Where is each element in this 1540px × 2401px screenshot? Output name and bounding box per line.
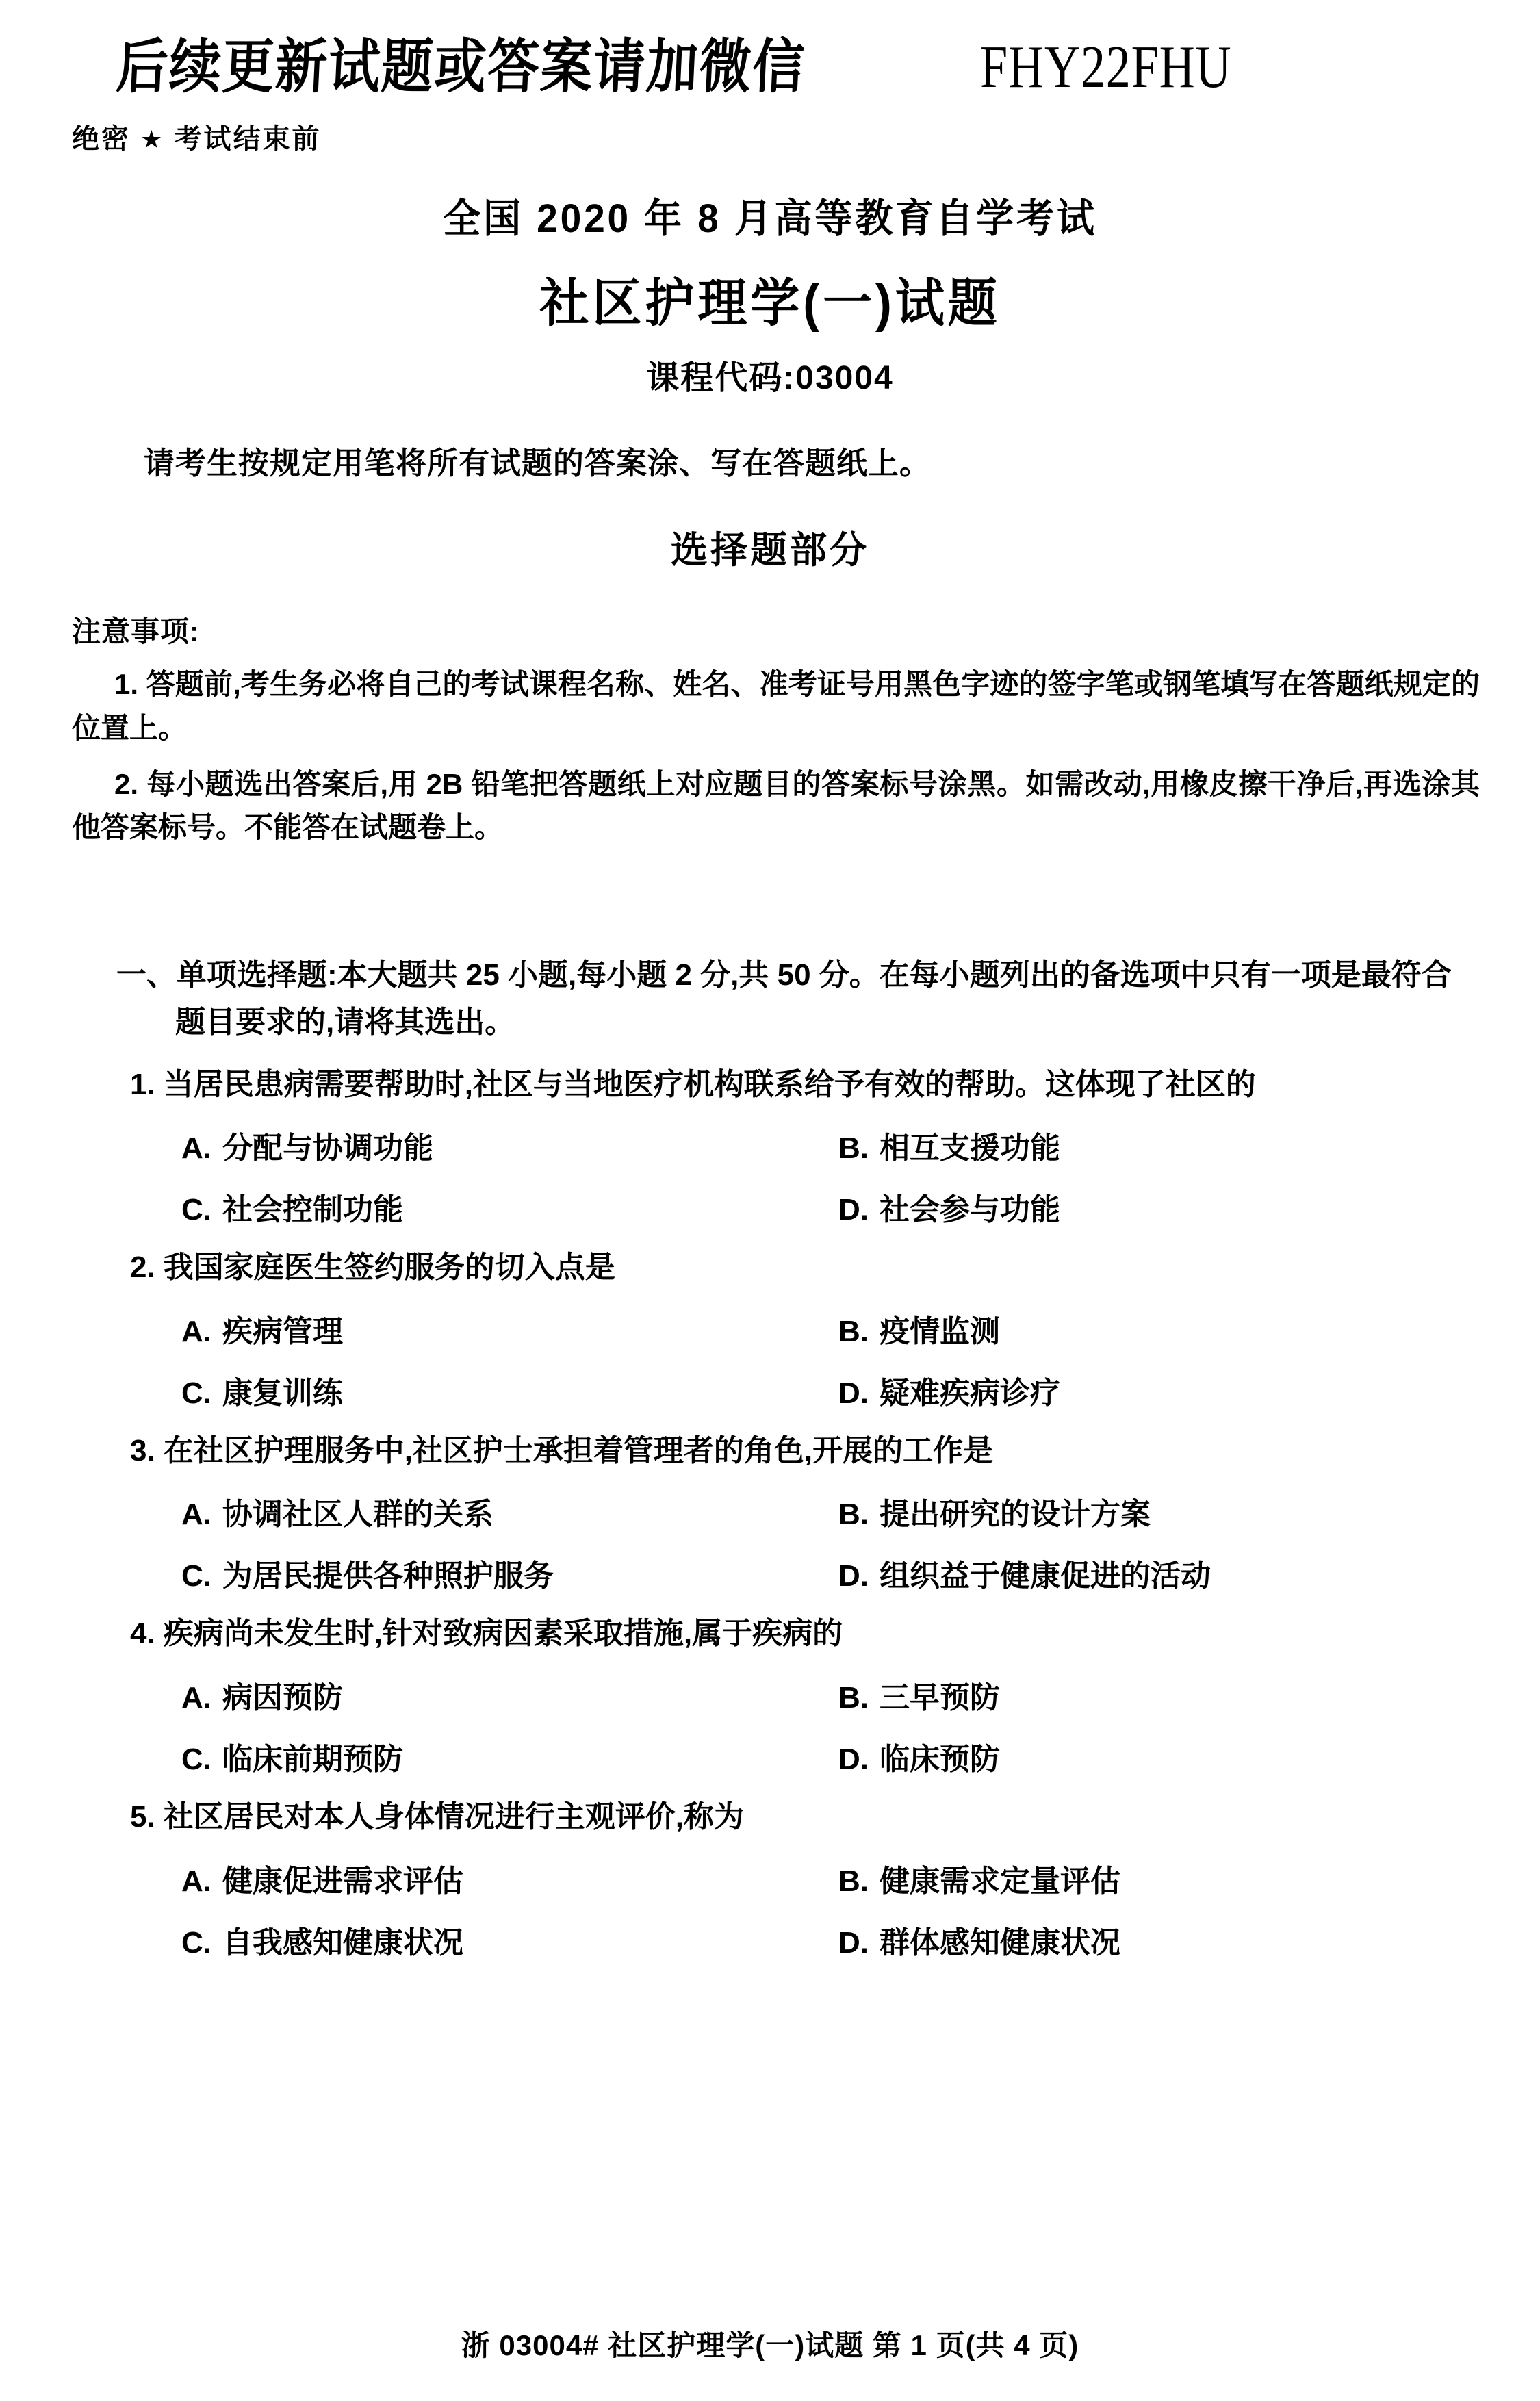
question-4 [48,1613,1492,1778]
option-d[interactable] [838,1551,1211,1595]
option-key: A. [181,1864,211,1898]
star-icon: ★ [140,125,165,153]
option-row-cd [48,1185,1492,1229]
page-footer: 浙 03004# 社区护理学(一)试题 第 1 页(共 4 页) [461,2329,1079,2361]
option-key: C. [181,1559,211,1593]
course-code: 课程代码:03004 [646,360,894,396]
question-number: 3. [130,1433,155,1467]
option-text: 组织益于健康促进的活动 [880,1559,1211,1593]
part-heading-multiple-choice: 选择题部分 [671,530,869,571]
option-text: 健康需求定量评估 [880,1864,1120,1898]
answer-sheet-instruction: 请考生按规定用笔将所有试题的答案涂、写在答题纸上。 [144,446,932,480]
option-key: D. [838,1743,869,1777]
secrecy-notice [72,117,1492,156]
question-number: 2. [130,1250,155,1285]
notes-title: 注意事项: [72,615,200,647]
question-stem [130,1796,1492,1838]
option-b[interactable] [838,1856,1120,1900]
option-d[interactable] [838,1734,1000,1778]
option-row-cd [48,1734,1492,1778]
option-key: A. [181,1681,211,1715]
option-row-cd [48,1918,1492,1962]
option-key: D. [838,1193,869,1227]
option-key: C. [181,1925,211,1960]
option-key: B. [838,1131,869,1166]
option-text: 健康促进需求评估 [222,1864,463,1898]
option-row-ab [48,1123,1492,1167]
option-key: B. [838,1314,869,1348]
option-text: 社会参与功能 [880,1193,1060,1227]
note-item-1: 1. 答题前,考生务必将自己的考试课程名称、姓名、准考证号用黑色字迹的签字笔或钢笔填写在答题纸规定的位置上。 [72,668,1480,744]
option-text: 协调社区人群的关系 [222,1498,493,1532]
question-2 [48,1246,1492,1412]
option-row-cd [48,1551,1492,1595]
section-heading-single-choice: 一、单项选择题:本大题共 25 小题,每小题 2 分,共 50 分。在每小题列出的备选项中只有一项是最符合题目要求的,请将其选出。 [116,958,1452,1039]
option-d[interactable] [838,1918,1120,1962]
question-text: 我国家庭医生签约服务的切入点是 [163,1250,615,1285]
option-text: 社会控制功能 [222,1193,403,1227]
option-text: 临床前期预防 [222,1743,403,1777]
note-item-2: 2. 每小题选出答案后,用 2B 铅笔把答题纸上对应题目的答案标号涂黑。如需改动,用橡皮擦干净后,再选涂其他答案标号。不能答在试题卷上。 [72,767,1480,844]
option-text: 相互支援功能 [880,1131,1060,1166]
option-text: 三早预防 [880,1681,1000,1715]
option-a[interactable] [181,1489,838,1533]
option-d[interactable] [838,1368,1060,1412]
option-b[interactable] [838,1307,1000,1350]
option-text: 提出研究的设计方案 [880,1498,1151,1532]
option-row-ab [48,1489,1492,1533]
option-key: C. [181,1743,211,1777]
option-c[interactable] [181,1551,838,1595]
question-stem [130,1064,1492,1106]
page-title: 社区护理学(一)试题 [539,274,1001,333]
option-b[interactable] [838,1673,1000,1717]
option-text: 疾病管理 [222,1314,343,1348]
option-key: C. [181,1193,211,1227]
option-text: 疫情监测 [880,1314,1000,1348]
option-key: D. [838,1376,869,1410]
option-key: A. [181,1314,211,1348]
option-b[interactable] [838,1123,1060,1167]
question-stem [130,1613,1492,1655]
option-key: B. [838,1681,869,1715]
option-a[interactable] [181,1673,838,1717]
option-row-cd [48,1368,1492,1412]
question-stem [130,1430,1492,1472]
option-c[interactable] [181,1185,838,1229]
option-text: 疑难疾病诊疗 [880,1376,1060,1410]
secrecy-label-after: 考试结束前 [174,124,322,154]
question-number: 1. [130,1067,155,1101]
option-key: B. [838,1498,869,1532]
question-3 [48,1430,1492,1595]
option-c[interactable] [181,1368,838,1412]
option-a[interactable] [181,1307,838,1350]
option-c[interactable] [181,1918,838,1962]
question-number: 4. [130,1617,155,1651]
option-key: C. [181,1376,211,1410]
option-key: D. [838,1559,869,1593]
title-block [48,186,1492,398]
watermark-text: 后续更新试题或答案请加微信 [114,34,807,100]
option-c[interactable] [181,1734,838,1778]
question-text: 疾病尚未发生时,针对致病因素采取措施,属于疾病的 [163,1617,843,1651]
question-stem [130,1246,1492,1289]
question-5 [48,1796,1492,1962]
exam-organization-line: 全国 2020 年 8 月高等教育自学考试 [443,196,1097,241]
notes-block [48,609,1492,849]
option-key: D. [838,1925,869,1960]
option-text: 群体感知健康状况 [880,1925,1120,1960]
option-text: 为居民提供各种照护服务 [222,1559,554,1593]
option-d[interactable] [838,1185,1060,1229]
option-row-ab [48,1673,1492,1717]
option-a[interactable] [181,1856,838,1900]
watermark-wechat-id: FHY22FHU [980,34,1232,101]
option-text: 自我感知健康状况 [222,1925,463,1960]
option-key: A. [181,1498,211,1532]
option-a[interactable] [181,1123,838,1167]
option-text: 临床预防 [880,1743,1000,1777]
question-1 [48,1064,1492,1229]
option-key: A. [181,1131,211,1166]
option-row-ab [48,1307,1492,1350]
option-text: 分配与协调功能 [222,1131,433,1166]
option-text: 康复训练 [222,1376,343,1410]
option-b[interactable] [838,1489,1151,1533]
question-number: 5. [130,1800,155,1834]
option-text: 病因预防 [222,1681,343,1715]
question-text: 社区居民对本人身体情况进行主观评价,称为 [163,1800,744,1834]
question-text: 当居民患病需要帮助时,社区与当地医疗机构联系给予有效的帮助。这体现了社区的 [163,1067,1256,1101]
option-row-ab [48,1856,1492,1900]
watermark-header [48,0,1492,102]
secrecy-label-before: 绝密 [72,124,131,154]
option-key: B. [838,1864,869,1898]
question-text: 在社区护理服务中,社区护士承担着管理者的角色,开展的工作是 [163,1433,994,1467]
